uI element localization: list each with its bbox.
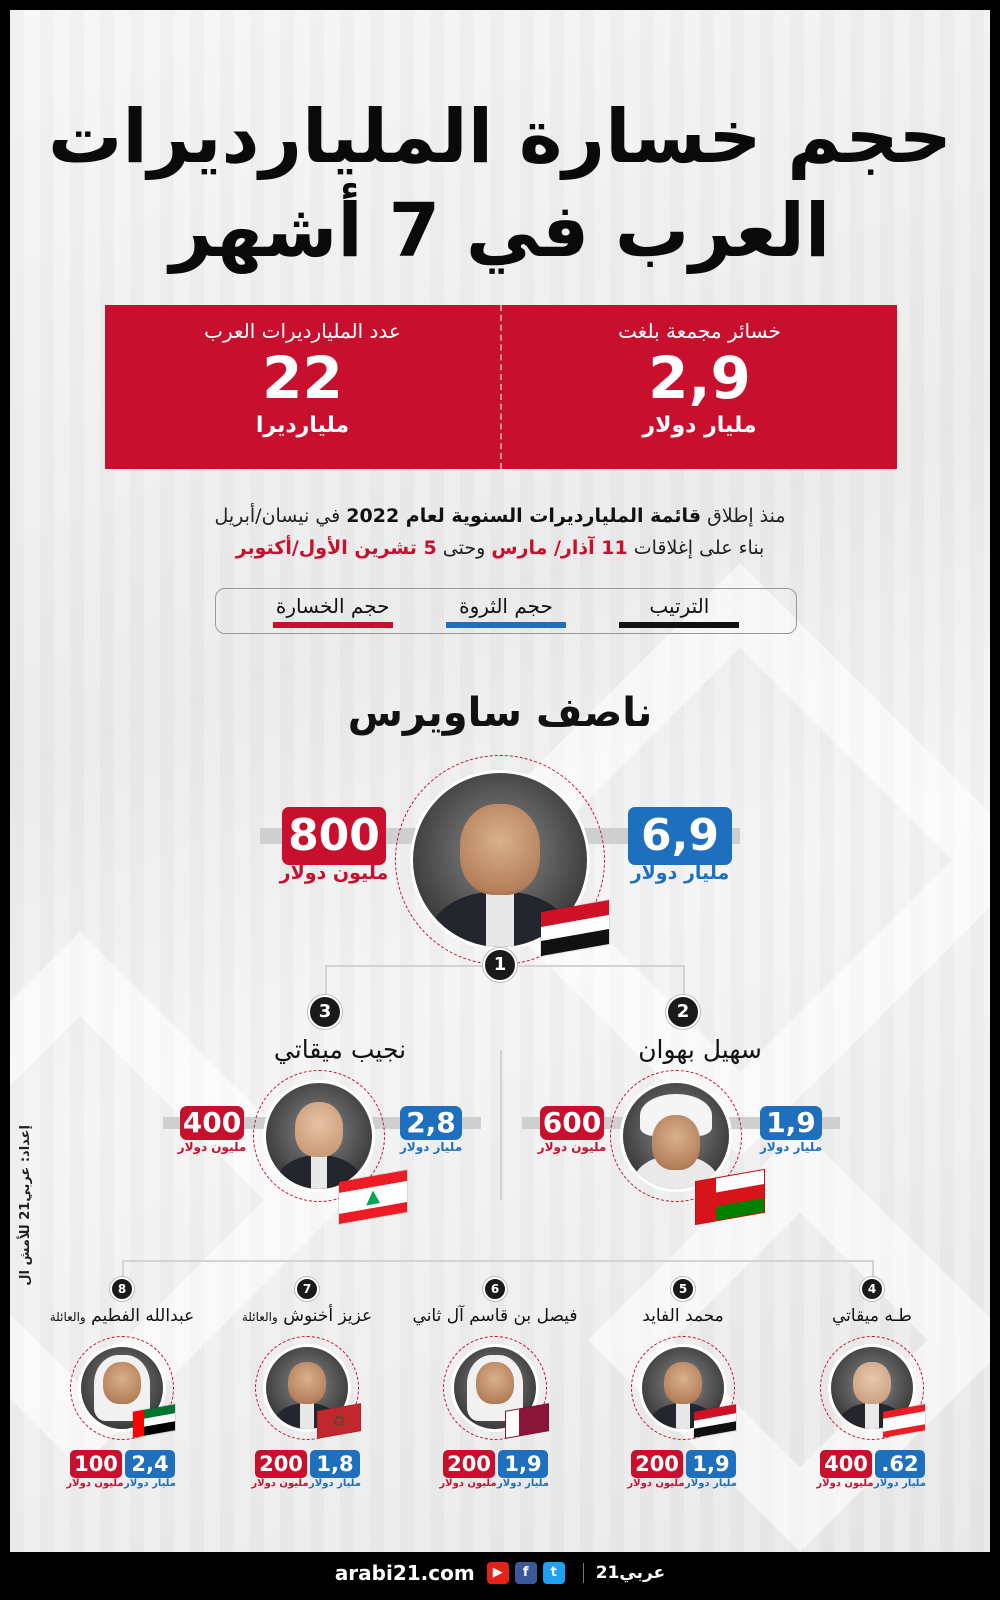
title-line-2: العرب في 7 أشهر	[169, 188, 831, 274]
rank-badge: 6	[483, 1277, 507, 1301]
legend	[215, 588, 797, 634]
person-name: محمد الفايد	[642, 1306, 724, 1326]
loss-unit: مليون دولار	[537, 1140, 607, 1154]
wealth-badge: 6,9	[628, 807, 732, 865]
person-photo	[620, 1080, 732, 1192]
intro-date-start: 11 آذار/ مارس	[491, 537, 628, 559]
loss-unit: مليون دولار	[177, 1140, 247, 1154]
wealth-unit: مليار دولار	[497, 1478, 549, 1489]
loss-unit: مليون دولار	[66, 1478, 124, 1489]
loss-badge: 600	[540, 1106, 604, 1140]
wealth-badge: 2,4	[125, 1450, 175, 1478]
person-name: نجيب ميقاتي	[273, 1035, 407, 1064]
person-name-main: عزيز أخنوش	[283, 1306, 373, 1326]
tree-connector	[683, 965, 685, 995]
intro-date-end: 5 تشرين الأول/أكتوبر	[235, 537, 437, 559]
stat-unit: مليار دولار	[642, 413, 757, 438]
loss-unit: مليون دولار	[251, 1478, 309, 1489]
loss-badge: 100	[70, 1450, 122, 1478]
youtube-icon[interactable]: ▶	[487, 1562, 509, 1584]
page-title	[10, 90, 990, 278]
wealth-badge: 1,9	[498, 1450, 548, 1478]
facebook-icon[interactable]: f	[515, 1562, 537, 1584]
intro-text-part: بناء على إغلاقات	[627, 537, 765, 559]
intro-text	[10, 500, 990, 564]
person-name	[32, 1306, 212, 1326]
stat-label: خسائر مجمعة بلغت	[618, 319, 781, 343]
wealth-badge: 1,9	[686, 1450, 736, 1478]
person-name: طـه ميقاتي	[832, 1306, 912, 1326]
rank-badge: 3	[308, 995, 342, 1029]
loss-badge: 200	[631, 1450, 683, 1478]
intro-line-2	[10, 532, 990, 564]
infographic	[10, 10, 990, 1552]
legend-swatch	[619, 622, 739, 628]
twitter-icon[interactable]: t	[543, 1562, 565, 1584]
person-name	[217, 1306, 397, 1326]
loss-badge: 400	[180, 1106, 244, 1140]
person-name: فيصل بن قاسم آل ثاني	[412, 1306, 578, 1326]
wealth-unit: مليار دولار	[309, 1478, 361, 1489]
legend-label: حجم الثروة	[459, 594, 553, 618]
wealth-badge: 2,8	[400, 1106, 462, 1140]
person-name: سهيل بهوان	[638, 1035, 762, 1064]
footer	[0, 1555, 1000, 1591]
wealth-unit: مليار دولار	[124, 1478, 176, 1489]
rank-badge: 5	[671, 1277, 695, 1301]
tree-connector	[872, 1260, 874, 1278]
person-photo	[263, 1080, 375, 1192]
person-name-main: عبدالله الفطيم	[91, 1306, 195, 1326]
loss-unit: مليون دولار	[279, 862, 389, 884]
loss-badge: 800	[282, 807, 386, 865]
tree-connector	[500, 1050, 502, 1200]
wealth-unit: مليار دولار	[759, 1140, 823, 1154]
tree-connector	[122, 1260, 874, 1262]
credit-text: إعداد: عربي21 للأمش ال	[18, 1125, 33, 1286]
rank-badge: 1	[483, 948, 517, 982]
wealth-unit: مليار دولار	[874, 1478, 926, 1489]
person-name-suffix: والعائلة	[241, 1310, 278, 1324]
intro-text-part: وحتى	[436, 537, 492, 559]
stat-value: 2,9	[648, 344, 751, 412]
tree-connector	[122, 1260, 124, 1278]
stat-billionaire-count	[105, 305, 502, 469]
person-name-suffix: والعائلة	[49, 1310, 86, 1324]
wealth-unit: مليار دولار	[399, 1140, 463, 1154]
legend-item-loss	[273, 594, 393, 628]
intro-text-part: منذ إطلاق	[701, 505, 786, 527]
wealth-unit: مليار دولار	[685, 1478, 737, 1489]
loss-unit: مليون دولار	[816, 1478, 874, 1489]
rank-badge: 8	[110, 1277, 134, 1301]
stat-label: عدد المليارديرات العرب	[204, 319, 401, 343]
person-name: ناصف ساويرس	[347, 690, 653, 736]
legend-swatch	[273, 622, 393, 628]
loss-badge: 200	[255, 1450, 307, 1478]
legend-label: الترتيب	[649, 594, 710, 618]
stat-unit: مليارديرا	[255, 413, 350, 438]
stats-panel	[105, 305, 897, 469]
stat-value: 22	[262, 344, 343, 412]
loss-unit: مليون دولار	[627, 1478, 685, 1489]
tree-connector	[325, 965, 327, 995]
flag-icon: ▲	[338, 1169, 408, 1225]
loss-unit: مليون دولار	[439, 1478, 497, 1489]
legend-item-rank	[619, 594, 739, 628]
rank-badge: 7	[295, 1277, 319, 1301]
intro-text-part: في نيسان/أبريل	[214, 505, 347, 527]
title-line-1: حجم خسارة المليارديرات	[47, 94, 952, 180]
site-url[interactable]: arabi21.com	[334, 1561, 475, 1585]
wealth-unit: مليار دولار	[630, 862, 730, 884]
legend-swatch	[446, 622, 566, 628]
loss-badge: 200	[443, 1450, 495, 1478]
legend-label: حجم الخسارة	[275, 594, 390, 618]
rank-badge: 4	[860, 1277, 884, 1301]
legend-item-wealth	[446, 594, 566, 628]
intro-highlight: قائمة المليارديرات السنوية لعام 2022	[346, 505, 702, 527]
loss-badge: 400	[820, 1450, 872, 1478]
rank-badge: 2	[666, 995, 700, 1029]
flag-icon: ✩	[317, 1403, 361, 1439]
wealth-badge: 62.	[875, 1450, 925, 1478]
intro-line-1	[10, 500, 990, 532]
wealth-badge: 1,9	[760, 1106, 822, 1140]
wealth-badge: 1,8	[310, 1450, 360, 1478]
brand-logo: عربي21	[583, 1563, 665, 1583]
stat-total-loss	[502, 305, 897, 469]
